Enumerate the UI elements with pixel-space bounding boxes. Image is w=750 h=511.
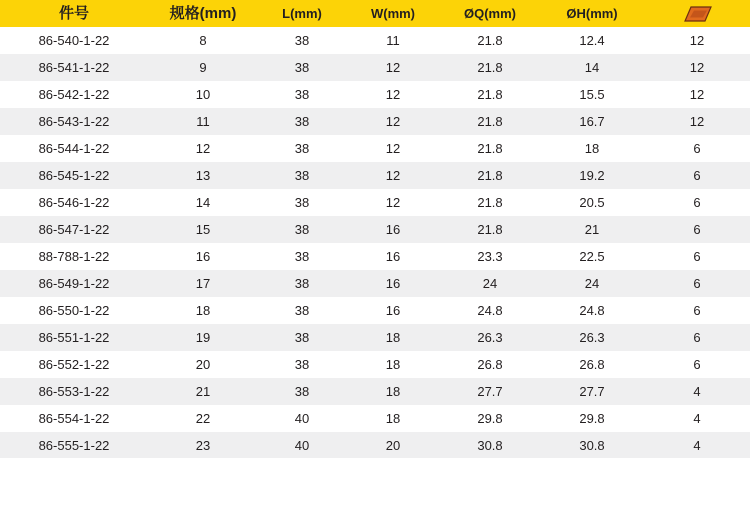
cell-diameter-q: 21.8	[440, 81, 540, 108]
cell-length: 38	[258, 81, 346, 108]
cell-part-number: 86-541-1-22	[0, 54, 148, 81]
cell-diameter-h: 12.4	[540, 27, 644, 54]
cell-width: 16	[346, 216, 440, 243]
cell-part-number: 86-550-1-22	[0, 297, 148, 324]
cell-diameter-h: 26.8	[540, 351, 644, 378]
header-insert-icon-cell	[644, 0, 750, 27]
cell-spec: 18	[148, 297, 258, 324]
cell-part-number: 86-543-1-22	[0, 108, 148, 135]
cell-width: 11	[346, 27, 440, 54]
cell-quantity: 6	[644, 351, 750, 378]
cell-spec: 21	[148, 378, 258, 405]
cell-part-number: 86-555-1-22	[0, 432, 148, 459]
table-header	[0, 0, 750, 27]
cell-diameter-h: 21	[540, 216, 644, 243]
header-row	[0, 0, 750, 27]
cell-length: 38	[258, 108, 346, 135]
cell-width: 12	[346, 162, 440, 189]
table-row	[0, 216, 750, 243]
cell-width: 20	[346, 432, 440, 459]
cell-part-number: 86-547-1-22	[0, 216, 148, 243]
header-width: W(mm)	[346, 0, 440, 27]
header-diameter-h: ØH(mm)	[540, 0, 644, 27]
cell-quantity: 4	[644, 432, 750, 459]
cell-diameter-q: 21.8	[440, 162, 540, 189]
cell-diameter-q: 21.8	[440, 54, 540, 81]
cell-quantity: 12	[644, 27, 750, 54]
cell-length: 38	[258, 135, 346, 162]
cell-diameter-h: 14	[540, 54, 644, 81]
cell-spec: 10	[148, 81, 258, 108]
cell-quantity: 6	[644, 135, 750, 162]
table-row	[0, 108, 750, 135]
table-row	[0, 432, 750, 459]
cell-diameter-q: 21.8	[440, 108, 540, 135]
cell-part-number: 86-546-1-22	[0, 189, 148, 216]
cell-quantity: 12	[644, 81, 750, 108]
cell-diameter-h: 27.7	[540, 378, 644, 405]
cell-diameter-q: 26.3	[440, 324, 540, 351]
cell-part-number: 88-788-1-22	[0, 243, 148, 270]
cell-quantity: 6	[644, 324, 750, 351]
header-part-number: 件号	[0, 0, 148, 27]
cell-width: 16	[346, 297, 440, 324]
cell-quantity: 6	[644, 297, 750, 324]
cell-width: 18	[346, 324, 440, 351]
cell-quantity: 6	[644, 243, 750, 270]
cell-diameter-h: 18	[540, 135, 644, 162]
cell-width: 12	[346, 189, 440, 216]
cell-diameter-q: 29.8	[440, 405, 540, 432]
cell-part-number: 86-553-1-22	[0, 378, 148, 405]
cell-diameter-q: 21.8	[440, 135, 540, 162]
cell-part-number: 86-549-1-22	[0, 270, 148, 297]
cell-diameter-q: 30.8	[440, 432, 540, 459]
cell-length: 40	[258, 432, 346, 459]
cell-spec: 20	[148, 351, 258, 378]
cell-length: 40	[258, 405, 346, 432]
cell-diameter-h: 22.5	[540, 243, 644, 270]
cell-diameter-q: 24.8	[440, 297, 540, 324]
cell-length: 38	[258, 243, 346, 270]
cell-diameter-q: 27.7	[440, 378, 540, 405]
cell-length: 38	[258, 27, 346, 54]
cell-diameter-h: 24.8	[540, 297, 644, 324]
table-row	[0, 351, 750, 378]
cell-length: 38	[258, 216, 346, 243]
cell-spec: 8	[148, 27, 258, 54]
cell-length: 38	[258, 324, 346, 351]
cell-quantity: 12	[644, 108, 750, 135]
cell-part-number: 86-552-1-22	[0, 351, 148, 378]
cell-part-number: 86-554-1-22	[0, 405, 148, 432]
header-diameter-q: ØQ(mm)	[440, 0, 540, 27]
cell-width: 18	[346, 351, 440, 378]
cell-diameter-h: 19.2	[540, 162, 644, 189]
header-spec: 规格(mm)	[148, 0, 258, 27]
cell-part-number: 86-540-1-22	[0, 27, 148, 54]
cell-spec: 16	[148, 243, 258, 270]
cell-width: 12	[346, 108, 440, 135]
cell-diameter-q: 21.8	[440, 216, 540, 243]
cell-length: 38	[258, 162, 346, 189]
cell-width: 12	[346, 135, 440, 162]
cell-length: 38	[258, 270, 346, 297]
cell-diameter-h: 24	[540, 270, 644, 297]
cell-part-number: 86-544-1-22	[0, 135, 148, 162]
cell-diameter-q: 23.3	[440, 243, 540, 270]
header-length: L(mm)	[258, 0, 346, 27]
cell-width: 16	[346, 270, 440, 297]
cell-diameter-h: 30.8	[540, 432, 644, 459]
cell-quantity: 6	[644, 216, 750, 243]
cell-quantity: 6	[644, 270, 750, 297]
cell-quantity: 6	[644, 162, 750, 189]
cell-width: 18	[346, 405, 440, 432]
table-row	[0, 324, 750, 351]
cell-length: 38	[258, 378, 346, 405]
cell-length: 38	[258, 297, 346, 324]
table-row	[0, 243, 750, 270]
table-row	[0, 135, 750, 162]
cell-width: 12	[346, 81, 440, 108]
cell-diameter-h: 29.8	[540, 405, 644, 432]
cell-spec: 22	[148, 405, 258, 432]
cell-diameter-h: 26.3	[540, 324, 644, 351]
cell-length: 38	[258, 351, 346, 378]
table-row	[0, 297, 750, 324]
cell-width: 16	[346, 243, 440, 270]
cell-quantity: 6	[644, 189, 750, 216]
table-row	[0, 81, 750, 108]
table-row	[0, 405, 750, 432]
cell-diameter-h: 16.7	[540, 108, 644, 135]
cell-part-number: 86-545-1-22	[0, 162, 148, 189]
cell-spec: 9	[148, 54, 258, 81]
cell-part-number: 86-551-1-22	[0, 324, 148, 351]
cell-quantity: 4	[644, 378, 750, 405]
table-row	[0, 27, 750, 54]
cell-quantity: 4	[644, 405, 750, 432]
table-row	[0, 270, 750, 297]
cell-spec: 14	[148, 189, 258, 216]
bottom-whitespace	[0, 458, 750, 511]
cell-width: 18	[346, 378, 440, 405]
table-row	[0, 54, 750, 81]
cell-diameter-q: 21.8	[440, 189, 540, 216]
table-row	[0, 189, 750, 216]
table-body	[0, 27, 750, 486]
cell-quantity: 12	[644, 54, 750, 81]
cell-spec: 11	[148, 108, 258, 135]
cell-diameter-q: 26.8	[440, 351, 540, 378]
cell-diameter-q: 21.8	[440, 27, 540, 54]
cell-spec: 15	[148, 216, 258, 243]
cell-diameter-h: 15.5	[540, 81, 644, 108]
cell-part-number: 86-542-1-22	[0, 81, 148, 108]
table-row	[0, 378, 750, 405]
cell-width: 12	[346, 54, 440, 81]
cell-spec: 13	[148, 162, 258, 189]
cell-spec: 23	[148, 432, 258, 459]
table-row	[0, 162, 750, 189]
cell-length: 38	[258, 189, 346, 216]
cell-spec: 19	[148, 324, 258, 351]
cell-spec: 12	[148, 135, 258, 162]
insert-icon	[684, 6, 710, 20]
cell-length: 38	[258, 54, 346, 81]
cell-spec: 17	[148, 270, 258, 297]
cell-diameter-h: 20.5	[540, 189, 644, 216]
cell-diameter-q: 24	[440, 270, 540, 297]
